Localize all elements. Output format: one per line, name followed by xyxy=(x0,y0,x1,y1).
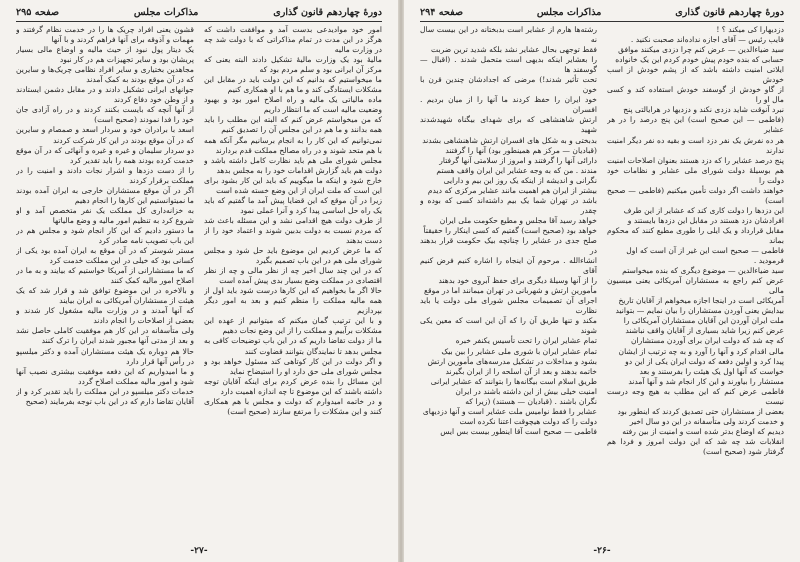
text-line: فاطمی — صحیح است آقا اینطور بیست بس ایس xyxy=(440,426,597,436)
text-line: که من میخواستم عرض کنم که البته این مطلب را باید همه بدانند و ما هم در این مجلس آن را تصدیق کنیم xyxy=(204,115,382,135)
column-left xyxy=(420,25,597,537)
text-line: حالا اگر ما بخواهیم که این کارها درست شود باید اول از همه مالیه مملکت را منظم کنیم و بعد به امور دیگر بپردازیم xyxy=(204,286,382,316)
text-line: ما میخواستیم که بدانیم که این دولت باید در مقابل این مشکلات ایستادگی کند و ما هم با او همکاری کنیم xyxy=(204,75,382,95)
text-line: که آنها آمدند و در وزارت مالیه مشغول کار شدند و بعضی از اصلاحات را انجام دادند xyxy=(16,306,194,326)
text-columns xyxy=(16,25,382,537)
text-line: طریق اسلام است بیگانه‌ها را بتوانند که عشایر ایرانی xyxy=(430,376,597,386)
text-line: عرض کنم زیرا شاید بسیاری از آقایان واقف نباشند xyxy=(625,326,784,336)
text-line: امنیت خیلی بیش از این داشته باشند در ایران xyxy=(455,386,597,396)
page-folio: -۲۷- xyxy=(190,546,208,556)
page-number: صفحه ۲۹۴ xyxy=(420,7,464,18)
text-line: به خزانه‌داری کل مملکت یک نفر متخصص آمد و او شروع کرد به تنظیم امور مالیه و وضع مالیاتها xyxy=(16,205,194,225)
text-line: بدبختی و به شکل های افسران ارتش شاهنشاهی بشدند xyxy=(422,135,597,145)
text-line: ما از دولت تقاضا داریم که در این باب توضیحات کافی به مجلس بدهد تا نمایندگان بتوانند قضاوت کنند xyxy=(204,336,382,356)
page-number: صفحه ۲۹۵ xyxy=(16,7,60,18)
text-line: خدمات دکتر میلسپو در این مملکت را باید تقدیر کرد و از آقایان تقاضا دارم که در این باب توجه بفرمایند (صحیح xyxy=(16,386,194,406)
text-line: را از دست دزدها و اشرار نجات دادند و امنیت را در مملکت برقرار کردند xyxy=(16,165,194,185)
text-line: (قبادیان — مرکز هم همینطور بود) آنها را گرفتند xyxy=(445,145,597,155)
text-line: نبرد آنوقت شاید دزدی نکند و دزدیها در هرایالتی پنج xyxy=(623,105,784,115)
text-line: که در این چند سال اخیر چه از نظر مالی و چه از نظر اقتصادی در مملکت وضع بسیار بدی پیش آمده است xyxy=(204,266,382,286)
text-line: ارتش شاهنشاهی که برای شهدای بیگناه شهیدشدند شهید xyxy=(420,115,597,135)
text-line: ماده مالیاتی یک مالیه و راه اصلاح امور بود و بهبود وضعیت مالیه است که ما انتظار داریم xyxy=(204,95,382,115)
text-line: خود ایران را حفظ کردند ما آنها را از میان بردیم . افسران xyxy=(420,95,597,115)
text-line: پیدا کرد و اولین دفعه که دولت ایران یکی از این دو xyxy=(625,356,784,366)
header-title: مذاکرات مجلس xyxy=(133,7,199,18)
text-line: مکند و تنها طریق آن را که آن این است که معین یکی شوند xyxy=(420,316,597,336)
text-line: و اگر دولت در این کار کوتاهی کند مسئول خواهد بود و مجلس شورای ملی حق دارد او را استیضاح نماید xyxy=(204,356,382,376)
text-line: دولت را که دولت هیچوقت اعتنا نکرده است xyxy=(459,416,597,426)
text-line: و ما امیدواریم که این دفعه موفقیت بیشتری نصیب آنها شود و امور مالیه مملکت اصلاح گردد xyxy=(16,366,194,386)
text-line: نمی‌توانیم که این کار را به انجام برسانیم مگر آنکه همه با هم متحد شوند و در راه مصالح مملکت قدم بردارند xyxy=(204,135,382,155)
text-line: دارائی آنها را گرفتند و امروز از سلامتی آنها گرفتار xyxy=(439,155,597,165)
text-line: صلح جدی در عشایر را چنانچه بیک حکومت قرار بدهند در xyxy=(420,235,597,256)
text-line: که ما عرض کردیم این موضوع باید حل شود و مجلس شورای ملی هم در این باب تصمیم بگیرد xyxy=(204,246,382,266)
text-line: قایب رئیس — آقای اجازه نداده‌اند صحبت نکنید . xyxy=(630,35,784,45)
text-line: فاطمی — صحیح است این غیر از آن است که اول xyxy=(626,246,784,256)
text-line: خاتمه بدهند و بعد از آن اسلحه را از ایران بگیرند xyxy=(445,366,597,376)
text-line: مندند . من که به وجه عشایر این ایران واقف هستم xyxy=(436,165,597,175)
text-line: عشایر را فقط نوامیس ملت عشایر است و آنها دزدیهای xyxy=(422,406,597,416)
text-line: دیدیم که اوضاع بدتر شده است و امنیت از بین رفته xyxy=(622,426,784,436)
text-columns xyxy=(420,25,784,537)
text-line: حالا هم دوباره یک هیئت مستشاران آمده و دکتر میلسپو در رأس آنها قرار دارد xyxy=(16,346,194,366)
text-line: ولی متأسفانه در این کار هم موفقیت کاملی حاصل نشد و بعد از مدتی آنها مجبور شدند ایران را ترک کنند xyxy=(16,326,194,346)
text-line: را از آنها وسیلهٔ دیگری برای حفظ آبروی خود بدهند xyxy=(438,276,597,286)
text-line: هم بوسیلهٔ دولت شورای ملی عشایر و نظامات خود دولت را xyxy=(607,165,784,185)
text-line: ایلاتی امنیت داشته باشد که از پشم خودش از اسب خودش xyxy=(607,65,784,85)
column-right xyxy=(204,25,382,537)
text-line: رشته‌ها هارم از عشایر است بدبختانه در این بیست سال نه xyxy=(420,25,597,45)
text-line: و با این ترتیب گمان میکنم که میتوانیم از عهده این مشکلات برآییم و مملکت را از این وضع نجات دهیم xyxy=(204,316,382,336)
text-line: از طرف دولت هیچ اقدامی نشد و این مسئله باعث شد که مردم نسبت به دولت بدبین شوند و اعتماد خود را از دست بدهند xyxy=(204,215,382,245)
text-line: که چه شد که دولت ایران برای آوردن مستشاران xyxy=(630,336,784,346)
text-line: اسعد با برادران خود و سردار اسعد و صمصام و سایرین که در آن موقع بودند در این کار شرکت کردند xyxy=(16,125,194,145)
text-line: سید ضیاء‌الدین — عرض کنم چرا دزدی میکنند موافق xyxy=(618,45,784,55)
text-line: بعضی از مستشاران حتی تصدیق کردند که اینطور بود xyxy=(617,406,784,416)
text-line: خواهد بود (صحیح است) گفتیم که کسی اینکار را حقیقتاً xyxy=(423,225,597,235)
text-line: مجلس شورای ملی هم باید نظارت کامل داشته باشد و دولت هم باید گزارش اقدامات خود را به مجلس بدهد xyxy=(204,155,382,175)
text-line: این دزدها را دولت کاری کند که عشایر از این طرف xyxy=(623,205,784,215)
text-line: خواست که آنها اول یک هیئت را بفرستند و بعد xyxy=(639,366,784,376)
text-line: اگر در آن موقع مستشاران خارجی به ایران آمده بودند ما نمیتوانستیم این کارها را انجام دهیم xyxy=(16,185,194,205)
text-line: تمام عشایر ایران با شوری ملی عشایر را بین بیک xyxy=(441,346,597,356)
header-rule xyxy=(16,21,382,22)
text-line: قشون یعنی افراد چریک ها را در خدمت نظام گرفتند و مهمات و آذوقه برای آنها فراهم کردند و با آنها xyxy=(16,25,194,45)
text-line: خواهد رسید آقا مجلس و مطیع حکومت ملی ایران xyxy=(439,215,597,225)
text-line: عرض کنم راجع به مستشاران آمریکائی یعنی میسیون مالی xyxy=(607,276,784,296)
text-line: بشود و مداخلات در تشکیل مدرسه‌های مأمورین ارتش xyxy=(427,356,597,366)
text-line: مأمورین ارتش و شهربانی در تهران میمانند اما در موقع xyxy=(423,286,597,296)
text-line: افرادشان دزد هستند در مقابل این دزدها بایستند و xyxy=(627,215,784,225)
text-line: و خدمت کردند ولی متأسفانه در این دو سال اخیر xyxy=(629,416,784,426)
text-line: مالی اقدام کرد و آنها را آورد و به چه ترتیب از ایشان xyxy=(618,346,784,356)
column-right xyxy=(607,25,784,537)
text-line: مجاهدین بختیاری و سایر افراد نظامی چریک‌ها و سایرین که در آن موقع بودند به کمک آمدند xyxy=(16,65,194,85)
header-rule xyxy=(420,21,784,22)
text-line: هر ده نفرش یک نفر دزد است و بقیه ده نفر دیگر امنیت ندارند xyxy=(607,135,784,155)
text-line: ملت ایران آوردن این آقایان مستشاران آمریکائی را xyxy=(623,316,784,326)
text-line: را بعشایر اینکه بدیهی است متحمل شدند . (اقبال — گوسفند ها xyxy=(420,55,597,75)
text-line: انقلابات شد چه شد که این دولت امروز و فردا هم گرفتار شود (صحیح است) xyxy=(607,436,784,456)
header-title: مذاکرات مجلس xyxy=(536,7,602,18)
text-line: باشد در تهران شما یک بیم داشته‌اند کسی که بوده و چقدر xyxy=(420,195,597,215)
text-line: دو سردار سلیمان و غیره و غیره و آنهائی که در آن موقع خدمت کرده بودند همه را باید تقدیر کرد xyxy=(16,145,194,165)
text-line: تمام عشایر ایران را تحت تأسیس یکنفر خبره xyxy=(455,336,597,346)
text-line: مستشار را بیاورند و این کار انجام شد و آنها آمدند xyxy=(628,376,784,386)
text-line: خارج شود و اینکه ما میگوییم که باید این کار بشود برای این است که ملت ایران از این وضع خسته شده است xyxy=(204,175,382,195)
header-period: دورهٔ چهاردهم قانون گذاری xyxy=(675,7,784,18)
column-left xyxy=(16,25,194,537)
page-folio: -۲۶- xyxy=(593,546,611,556)
text-line: بیشتر از ایران هم اهمیت مانند عشایر مرکزی که دیدم xyxy=(427,185,597,195)
text-line: حسابی که بنده خودم پیش خودم کردم این یک خانواده xyxy=(615,55,784,65)
text-line: جوانهای ایرانی تشکیل دادند و در مقابل دشمن ایستادند و از وطن خود دفاع کردند xyxy=(16,85,194,105)
text-line: انشاءالله . مرحوم آن اینجاه را اشاره کنیم فرض کنیم آقای xyxy=(420,256,597,276)
text-line: فقط توجهی بحال عشایر نشد بلکه شدید ترین ضربت xyxy=(431,45,597,55)
text-line: پنج درصد عشایر را که دزد هستند بعنوان اصلاحات امنیت xyxy=(607,155,784,165)
text-line: آمریکائی است در اینجا اجازه میخواهم از آقایان تاریخ xyxy=(618,296,784,306)
text-line: (فاطمی — این صحیح است) این پنج درصد را در هر عشایر xyxy=(607,115,784,135)
text-line: از آنها آنچه که بایست بکنند کردند و در راه آزادی جان خود را فدا نمودند (صحیح است) xyxy=(16,105,194,125)
text-line: و بالاخره در این موضوع توافق شد و قرار شد که یک هیئت از مستشاران آمریکائی به ایران بیایند xyxy=(16,286,194,306)
header-period: دورهٔ چهاردهم قانون گذاری xyxy=(273,7,382,18)
text-line: زیرا در آن موقع که این قضایا پیش آمد ما گفتیم که باید یک راه حل اساسی پیدا کرد و آنرا عملی نمود xyxy=(204,195,382,215)
text-line: سید ضیاء‌الدین — موضوع دیگری که بنده میخواستم xyxy=(622,266,784,276)
text-line: مقابل قرارداد و یک ایلی را طوری مطیع کنند که محکوم بماند xyxy=(607,225,784,245)
text-line: خواهند داشت اگر دولت تأمین میکنیم (فاطمی — صحیح است) xyxy=(607,185,784,205)
text-line: تحت تأثیر شدند!) مرضی که اجدادشان چندین قرن با خون xyxy=(420,75,597,95)
text-line: نگران باشند . (قبادیان — هستند) (زیرا که xyxy=(465,396,597,406)
text-line: که ما مستشارانی از آمریکا خواستیم که بیایند و به ما در اصلاح امور مالیه کمک کنند xyxy=(16,266,194,286)
text-line: بیدایش یعنی آوردن مستشاران را بیان نمایم — بتوانید xyxy=(615,306,784,316)
page-header xyxy=(420,6,784,19)
text-line: امور خود موادیدعی بدست آمد و موافقت داشت که هرگز در این مدت در تمام مذاکراتی که با دولت شد چه در وزارت مالیه xyxy=(204,25,382,55)
text-line: یک دیتار پول نبود از حیث مالیه و اوضاع مالی بسیار پریشان بود و سایر تجهیزات هم در کار نبود xyxy=(16,45,194,65)
text-line: مالیهٔ بود یک وزارت مالیهٔ تشکیل دادند البته یعنی که مرکز آن ایرانی بود و سلم مردم بود که xyxy=(204,55,382,75)
page-left xyxy=(0,0,398,562)
page-right xyxy=(404,0,800,562)
text-line: اجرای آن تصمیمات مجلس شورای ملی دولت یا باید نظارت xyxy=(420,296,597,316)
text-line: ما دستور دادیم که این کار انجام شود و مجلس هم در این باب تصویب نامه صادر کرد xyxy=(16,225,194,245)
text-line: نگرانی و اندیشه از اینکه یک روز این بیم و دارایی xyxy=(443,175,597,185)
text-line: دزدیهارا کی میکند ؟ ! xyxy=(716,25,784,34)
text-line: این مسائل را بنده عرض کردم برای اینکه آقایان توجه داشته باشند که این موضوع تا چه اندازه اهمیت دارد xyxy=(204,376,382,396)
text-line: فاطمی عرض کنم که این مطلب به هیچ وجه درست نیست xyxy=(607,386,784,406)
text-line: از گاو خودش از گوسفند خودش استفاده کند و کسی مال او را xyxy=(607,85,784,105)
text-line: فرمودید . xyxy=(753,256,784,266)
text-line: مستر شوستر که در آن موقع به ایران آمده بود یکی از کسانی بود که خیلی در این مملکت خدمت کرد xyxy=(16,246,194,266)
page-header xyxy=(16,6,382,19)
text-line: و در خاتمه امیدوارم که دولت و مجلس با هم همکاری کنند و این مشکلات را مرتفع سازند (صحیح است) xyxy=(204,396,382,416)
